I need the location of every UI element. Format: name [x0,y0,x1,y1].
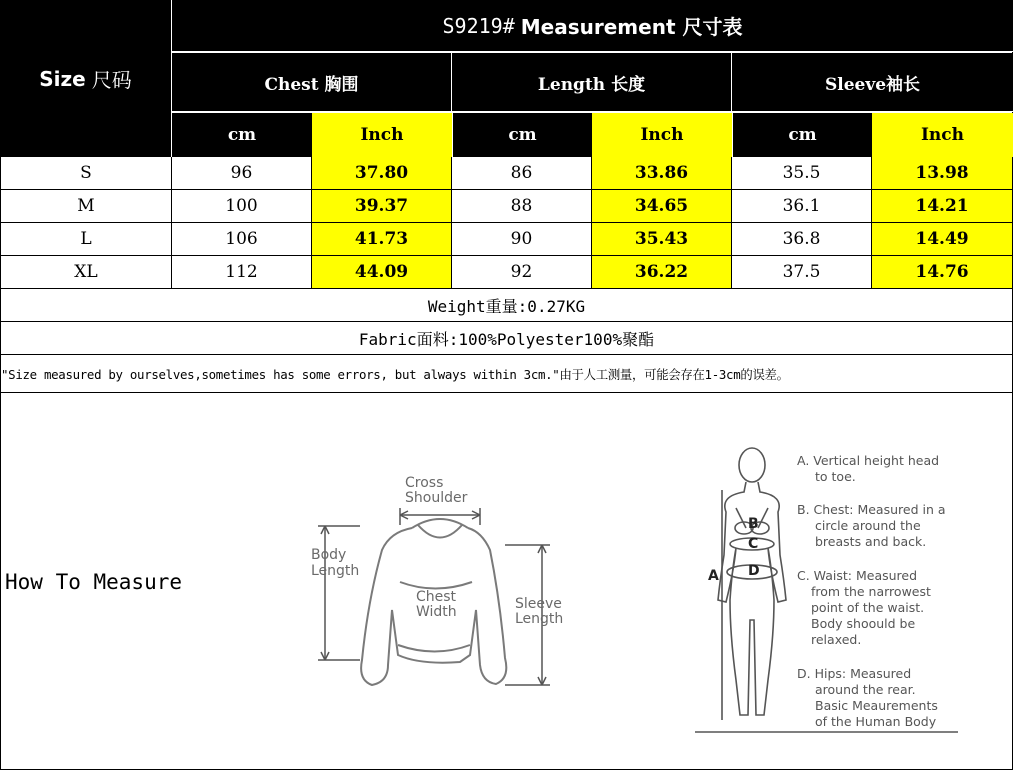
chest-inch-cell: 39.37 [312,190,452,223]
chest-width-label-1: Chest [416,589,457,605]
sleeve-inch-cell: 13.98 [872,157,1013,190]
unit-cm-length: cm [452,113,592,157]
figure-label-a: A [708,568,719,584]
note-c-line-3: point of the waist. [811,600,925,615]
how-to-measure-label: How To Measure [5,570,183,594]
note-text: "Size measured by ourselves,sometimes has some errors, but always within 3cm."由于人工测量，可能会存在1-3cm的误差。 [1,366,789,382]
note-d-line-2: around the rear. [815,682,916,697]
note-b-line-3: breasts and back. [815,534,927,549]
length-cm-cell: 88 [452,190,592,223]
size-cell: XL [0,256,172,289]
note-c-line-2: from the narrowest [811,584,931,599]
chest-cm-cell: 96 [172,157,312,190]
group-header-length: Length 长度 [452,53,732,112]
sleeve-length-label-2: Length [515,611,564,627]
length-cm-cell: 86 [452,157,592,190]
chest-inch-cell: 41.73 [312,223,452,256]
note-row [0,355,1013,393]
fabric-row: Fabric面料:100%Polyester100%聚酯 [0,322,1013,355]
body-length-label-2: Length [311,563,360,579]
title-code: S9219# [442,13,515,38]
sleeve-cm-cell: 35.5 [732,157,872,190]
sleeve-inch-cell: 14.76 [872,256,1013,289]
sleeve-cm-cell: 36.8 [732,223,872,256]
group-header-chest: Chest 胸围 [172,53,452,112]
sleeve-inch-cell: 14.21 [872,190,1013,223]
size-header-cn: 尺码 [91,68,132,92]
length-inch-cell: 33.86 [592,157,732,190]
note-d-line-1: D. Hips: Measured [797,666,912,681]
group-header-sleeve: Sleeve袖长 [732,53,1013,112]
unit-inch-sleeve: Inch [872,113,1013,157]
chest-inch-cell: 44.09 [312,256,452,289]
note-a-line-1: A. Vertical height head [797,453,940,468]
note-b-line-1: B. Chest: Measured in a [797,502,946,517]
sleeve-inch-cell: 14.49 [872,223,1013,256]
figure-label-b: B [748,516,759,532]
figure-label-c: C [748,536,759,552]
note-a-line-2: to toe. [815,469,856,484]
title-rest: Measurement 尺寸表 [520,15,743,39]
sleeve-length-label-1: Sleeve [515,596,562,612]
body-length-label-1: Body [311,547,347,563]
note-c-line-1: C. Waist: Measured [797,568,918,583]
figure-label-d: D [748,563,760,579]
length-inch-cell: 36.22 [592,256,732,289]
size-header [0,0,172,157]
unit-inch-chest: Inch [312,113,452,157]
chest-inch-cell: 37.80 [312,157,452,190]
chest-cm-cell: 112 [172,256,312,289]
sleeve-cm-cell: 36.1 [732,190,872,223]
note-c-line-4: Body shoould be [811,616,916,631]
size-cell: M [0,190,172,223]
size-header-en: Size [39,66,86,91]
weight-row: Weight重量:0.27KG [0,289,1013,322]
size-cell: L [0,223,172,256]
size-cell: S [0,157,172,190]
unit-cm-chest: cm [172,113,312,157]
unit-inch-length: Inch [592,113,732,157]
length-inch-cell: 35.43 [592,223,732,256]
length-cm-cell: 90 [452,223,592,256]
note-d-line-4: of the Human Body [815,714,937,729]
chest-cm-cell: 100 [172,190,312,223]
note-d-line-3: Basic Meaurements [815,698,938,713]
chest-cm-cell: 106 [172,223,312,256]
body-figure-diagram [690,440,965,740]
length-cm-cell: 92 [452,256,592,289]
length-inch-cell: 34.65 [592,190,732,223]
unit-cm-sleeve: cm [732,113,872,157]
note-b-line-2: circle around the [815,518,921,533]
chart-title [172,0,1013,52]
chest-width-label-2: Width [416,604,457,620]
cross-shoulder-label-1: Cross [405,475,444,491]
cross-shoulder-label-2: Shoulder [405,490,468,506]
sleeve-cm-cell: 37.5 [732,256,872,289]
sweater-diagram [300,470,580,695]
note-c-line-5: relaxed. [811,632,862,647]
